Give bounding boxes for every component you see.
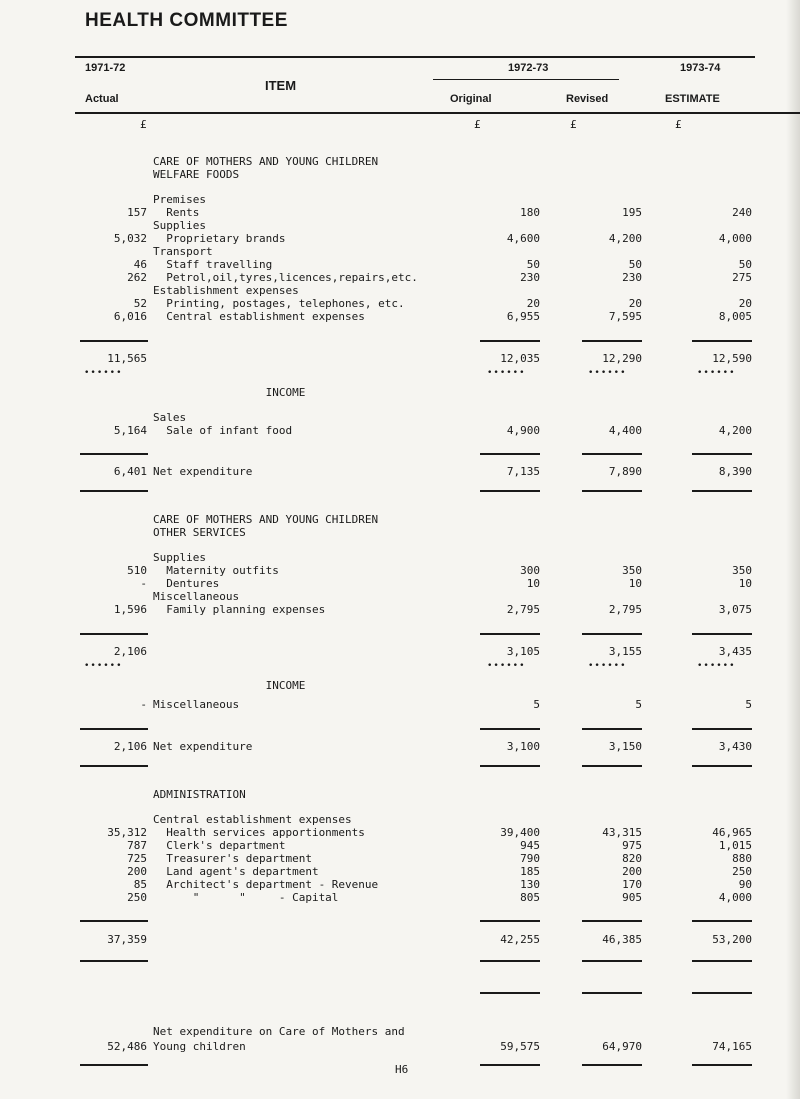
sum-rule: [480, 633, 540, 635]
item-cell: CARE OF MOTHERS AND YOUNG CHILDREN: [153, 155, 379, 168]
table-row: [0, 193, 800, 206]
sum-rule: [582, 453, 642, 455]
sum-rule: [582, 992, 642, 994]
original-cell: 4,900: [506, 424, 540, 437]
dot-leader: ••••••: [697, 661, 736, 671]
actual-cell: 52,486: [107, 1040, 147, 1053]
sum-rule: [582, 765, 642, 767]
sum-rule: [80, 765, 148, 767]
item-cell: Staff travelling: [153, 258, 273, 271]
actual-cell: 85: [133, 878, 147, 891]
sum-rule: [582, 340, 642, 342]
item-cell: Rents: [153, 206, 200, 219]
estimate-cell: 4,000: [718, 891, 752, 904]
original-cell: 20: [526, 297, 540, 310]
estimate-cell: 4,000: [718, 232, 752, 245]
item-cell: CARE OF MOTHERS AND YOUNG CHILDREN: [153, 513, 379, 526]
table-row: [0, 852, 800, 865]
sum-rule: [480, 920, 540, 922]
item-cell: Premises: [153, 193, 206, 206]
item-cell: Central establishment expenses: [153, 310, 365, 323]
item-cell: Sales: [153, 411, 187, 424]
original-cell: 50: [526, 258, 540, 271]
table-row: [0, 551, 800, 564]
estimate-cell: 90: [738, 878, 752, 891]
estimate-cell: 350: [732, 564, 752, 577]
sum-rule: [480, 453, 540, 455]
original-cell: 180: [520, 206, 540, 219]
original-cell: 10: [526, 577, 540, 590]
estimate-cell: 8,005: [718, 310, 752, 323]
table-row: [0, 933, 800, 946]
header-1973-year: 1973-74: [680, 62, 721, 74]
original-cell: 790: [520, 852, 540, 865]
revised-cell: 4,200: [608, 232, 642, 245]
original-cell: 945: [520, 839, 540, 852]
dot-leader: ••••••: [588, 368, 627, 378]
sum-rule: [692, 992, 752, 994]
revised-cell: 350: [622, 564, 642, 577]
item-cell: Sale of infant food: [153, 424, 293, 437]
sum-rule: [80, 920, 148, 922]
actual-cell: 6,401: [113, 465, 147, 478]
original-cell: 3,105: [506, 645, 540, 658]
table-row: [0, 284, 800, 297]
currency-revised: £: [570, 118, 577, 131]
actual-cell: 1,596: [113, 603, 147, 616]
page-number: H6: [395, 1063, 409, 1076]
sum-rule: [80, 490, 148, 492]
dot-leader: ••••••: [84, 661, 123, 671]
dot-leader: ••••••: [697, 368, 736, 378]
table-row: [0, 679, 800, 692]
actual-cell: -: [140, 577, 147, 590]
original-cell: 4,600: [506, 232, 540, 245]
sum-rule: [692, 340, 752, 342]
actual-cell: 157: [127, 206, 147, 219]
item-cell: Dentures: [153, 577, 220, 590]
item-cell: Net expenditure: [153, 740, 253, 753]
item-cell: Petrol,oil,tyres,licences,repairs,etc.: [153, 271, 418, 284]
table-row: [0, 271, 800, 284]
header-top-rule: [75, 56, 755, 58]
estimate-cell: 240: [732, 206, 752, 219]
sum-rule: [582, 920, 642, 922]
actual-cell: 787: [127, 839, 147, 852]
sum-rule: [480, 765, 540, 767]
original-cell: 3,100: [506, 740, 540, 753]
item-cell: Health services apportionments: [153, 826, 365, 839]
item-cell: WELFARE FOODS: [153, 168, 240, 181]
sum-rule: [80, 1064, 148, 1066]
table-row: [0, 645, 800, 658]
sum-rule: [692, 1064, 752, 1066]
actual-cell: 46: [133, 258, 147, 271]
header-item: ITEM: [265, 78, 297, 93]
revised-cell: 2,795: [608, 603, 642, 616]
original-cell: 59,575: [500, 1040, 540, 1053]
original-cell: 185: [520, 865, 540, 878]
sum-rule: [480, 728, 540, 730]
actual-cell: 6,016: [113, 310, 147, 323]
sum-rule: [692, 453, 752, 455]
item-cell: Transport: [153, 245, 213, 258]
sum-rule: [480, 992, 540, 994]
header-bottom-rule: [75, 112, 800, 114]
table-row: [0, 590, 800, 603]
sum-rule: [692, 765, 752, 767]
sum-rule: [692, 960, 752, 962]
original-cell: 12,035: [500, 352, 540, 365]
currency-row: [0, 118, 800, 131]
item-cell: Land agent's department: [153, 865, 319, 878]
estimate-cell: 74,165: [712, 1040, 752, 1053]
actual-cell: 510: [127, 564, 147, 577]
table-row: [0, 826, 800, 839]
revised-cell: 3,155: [608, 645, 642, 658]
original-cell: 39,400: [500, 826, 540, 839]
actual-cell: 725: [127, 852, 147, 865]
actual-cell: 200: [127, 865, 147, 878]
header-actual: Actual: [85, 93, 119, 105]
dot-leader: ••••••: [487, 368, 526, 378]
item-cell: Treasurer's department: [153, 852, 312, 865]
sum-rule: [582, 1064, 642, 1066]
table-row: [0, 310, 800, 323]
item-cell: " " - Capital: [153, 891, 339, 904]
sum-rule: [692, 633, 752, 635]
table-row: [0, 788, 800, 801]
revised-cell: 170: [622, 878, 642, 891]
sum-rule: [80, 633, 148, 635]
item-cell: Supplies: [153, 551, 206, 564]
item-cell: Family planning expenses: [153, 603, 326, 616]
revised-cell: 7,595: [608, 310, 642, 323]
revised-cell: 12,290: [602, 352, 642, 365]
estimate-cell: 4,200: [718, 424, 752, 437]
item-cell: Miscellaneous: [153, 698, 240, 711]
actual-cell: -: [140, 698, 147, 711]
estimate-cell: 53,200: [712, 933, 752, 946]
estimate-cell: 46,965: [712, 826, 752, 839]
currency-original: £: [474, 118, 481, 131]
header-original: Original: [450, 93, 492, 105]
sum-rule: [582, 728, 642, 730]
original-cell: 300: [520, 564, 540, 577]
original-cell: 5: [533, 698, 540, 711]
sum-rule: [80, 728, 148, 730]
item-cell: Central establishment expenses: [153, 813, 352, 826]
actual-cell: 37,359: [107, 933, 147, 946]
table-row: [0, 232, 800, 245]
revised-cell: 230: [622, 271, 642, 284]
original-cell: 230: [520, 271, 540, 284]
item-cell: Net expenditure on Care of Mothers and: [153, 1025, 405, 1038]
actual-cell: 5,032: [113, 232, 147, 245]
sum-rule: [80, 960, 148, 962]
table-row: [0, 219, 800, 232]
revised-cell: 43,315: [602, 826, 642, 839]
page-title: HEALTH COMMITTEE: [85, 10, 288, 31]
dot-leader: ••••••: [588, 661, 627, 671]
estimate-cell: 10: [738, 577, 752, 590]
header-1971-year: 1971-72: [85, 62, 126, 74]
sum-rule: [692, 490, 752, 492]
original-cell: 6,955: [506, 310, 540, 323]
item-cell: ADMINISTRATION: [153, 788, 246, 801]
item-cell: Net expenditure: [153, 465, 253, 478]
table-row: [0, 155, 800, 168]
estimate-cell: 12,590: [712, 352, 752, 365]
item-cell: Proprietary brands: [153, 232, 286, 245]
sum-rule: [480, 340, 540, 342]
revised-cell: 4,400: [608, 424, 642, 437]
original-cell: 7,135: [506, 465, 540, 478]
item-cell: Miscellaneous: [153, 590, 240, 603]
actual-cell: 250: [127, 891, 147, 904]
sum-rule: [582, 960, 642, 962]
table-row: [0, 513, 800, 526]
table-row: [0, 698, 800, 711]
original-cell: 42,255: [500, 933, 540, 946]
revised-cell: 195: [622, 206, 642, 219]
sum-rule: [480, 1064, 540, 1066]
sum-rule: [80, 453, 148, 455]
original-cell: 2,795: [506, 603, 540, 616]
estimate-cell: 3,435: [718, 645, 752, 658]
actual-cell: 2,106: [113, 645, 147, 658]
header-estimate: ESTIMATE: [665, 93, 720, 105]
dot-leader: ••••••: [487, 661, 526, 671]
table-row: [0, 878, 800, 891]
header-1972-year: 1972-73: [508, 62, 549, 74]
table-row: [0, 526, 800, 539]
actual-cell: 52: [133, 297, 147, 310]
dot-leader: ••••••: [84, 368, 123, 378]
header-span-rule: [433, 79, 619, 80]
sum-rule: [692, 728, 752, 730]
estimate-cell: 3,075: [718, 603, 752, 616]
item-cell: Architect's department - Revenue: [153, 878, 379, 891]
table-row: [0, 352, 800, 365]
revised-cell: 3,150: [608, 740, 642, 753]
revised-cell: 64,970: [602, 1040, 642, 1053]
revised-cell: 975: [622, 839, 642, 852]
estimate-cell: 8,390: [718, 465, 752, 478]
estimate-cell: 250: [732, 865, 752, 878]
sum-rule: [582, 490, 642, 492]
header-revised: Revised: [566, 93, 609, 105]
currency-estimate: £: [675, 118, 682, 131]
estimate-cell: 3,430: [718, 740, 752, 753]
estimate-cell: 1,015: [718, 839, 752, 852]
revised-cell: 50: [628, 258, 642, 271]
item-cell: Maternity outfits: [153, 564, 279, 577]
table-row: [0, 411, 800, 424]
sum-rule: [480, 490, 540, 492]
table-row: [0, 564, 800, 577]
table-row: [0, 577, 800, 590]
table-row: [0, 865, 800, 878]
estimate-cell: 5: [745, 698, 752, 711]
table-row: [0, 839, 800, 852]
original-cell: 805: [520, 891, 540, 904]
actual-cell: 11,565: [107, 352, 147, 365]
item-cell: INCOME: [153, 679, 306, 692]
estimate-cell: 275: [732, 271, 752, 284]
table-row: [0, 168, 800, 181]
revised-cell: 20: [628, 297, 642, 310]
table-row: [0, 813, 800, 826]
estimate-cell: 20: [738, 297, 752, 310]
table-row: [0, 386, 800, 399]
table-row: [0, 1040, 800, 1053]
item-cell: Young children: [153, 1040, 246, 1053]
item-cell: Supplies: [153, 219, 206, 232]
sum-rule: [692, 920, 752, 922]
estimate-cell: 880: [732, 852, 752, 865]
revised-cell: 5: [635, 698, 642, 711]
revised-cell: 46,385: [602, 933, 642, 946]
table-row: [0, 465, 800, 478]
sum-rule: [80, 340, 148, 342]
sum-rule: [480, 960, 540, 962]
sum-rule: [582, 633, 642, 635]
currency-actual: £: [140, 118, 147, 131]
table-row: [0, 245, 800, 258]
estimate-cell: 50: [738, 258, 752, 271]
table-row: [0, 424, 800, 437]
original-cell: 130: [520, 878, 540, 891]
actual-cell: 5,164: [113, 424, 147, 437]
table-row: [0, 206, 800, 219]
revised-cell: 820: [622, 852, 642, 865]
revised-cell: 7,890: [608, 465, 642, 478]
revised-cell: 905: [622, 891, 642, 904]
actual-cell: 2,106: [113, 740, 147, 753]
actual-cell: 35,312: [107, 826, 147, 839]
table-row: [0, 297, 800, 310]
revised-cell: 200: [622, 865, 642, 878]
item-cell: OTHER SERVICES: [153, 526, 246, 539]
table-row: [0, 891, 800, 904]
item-cell: Printing, postages, telephones, etc.: [153, 297, 405, 310]
actual-cell: 262: [127, 271, 147, 284]
table-row: [0, 740, 800, 753]
table-row: [0, 603, 800, 616]
item-cell: Establishment expenses: [153, 284, 299, 297]
table-row: [0, 258, 800, 271]
item-cell: INCOME: [153, 386, 306, 399]
table-row: [0, 1025, 800, 1038]
revised-cell: 10: [628, 577, 642, 590]
item-cell: Clerk's department: [153, 839, 286, 852]
